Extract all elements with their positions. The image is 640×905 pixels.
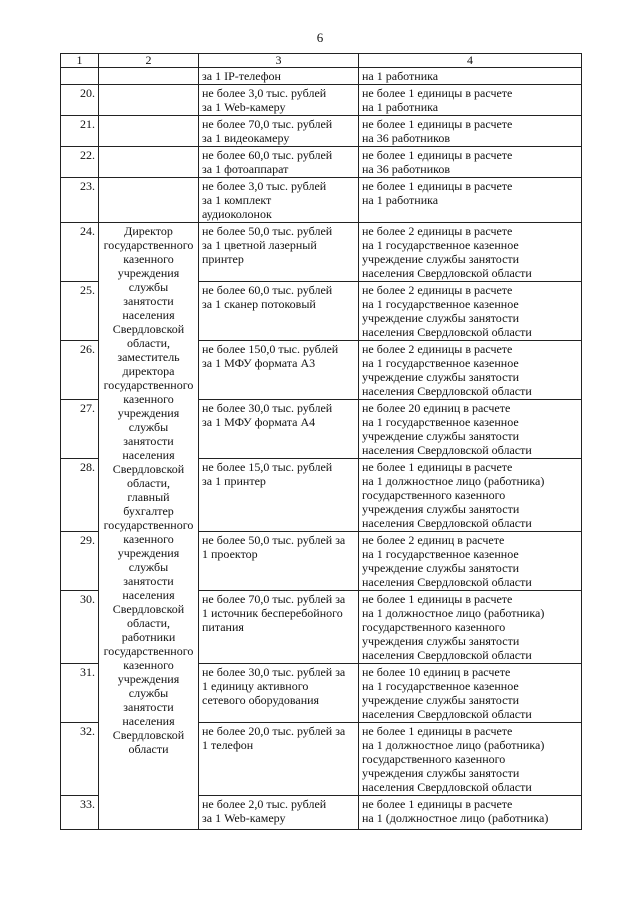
position-line: бухгалтер: [123, 504, 174, 518]
norm-line: на 1 (должностное лицо (работника): [362, 811, 549, 825]
position-line: Свердловской: [112, 462, 185, 476]
quantity-norm-cell: [359, 68, 582, 85]
norm-line: не более 2 единиц в расчете: [362, 533, 505, 547]
price-line: 1 телефон: [202, 738, 254, 752]
position-line: службы: [128, 560, 169, 574]
table-header-row: [61, 54, 582, 68]
norm-line: государственного казенного: [362, 488, 506, 502]
norm-line: учреждения службы занятости: [362, 634, 520, 648]
norm-line: учреждения службы занятости: [362, 502, 520, 516]
price-line: за 1 Web-камеру: [202, 811, 286, 825]
position-line: населения: [122, 714, 175, 728]
position-line: области,: [126, 476, 171, 490]
norm-line: населения Свердловской области: [362, 648, 532, 662]
price-line: питания: [202, 620, 244, 634]
position-line: области,: [126, 336, 171, 350]
item-number-cell: 26.: [61, 341, 99, 400]
position-cell-empty: [99, 178, 199, 223]
position-cell-empty: [99, 68, 199, 85]
price-limit-cell: [199, 664, 359, 723]
norm-line: не более 1 единицы в расчете: [362, 460, 513, 474]
quantity-norm-cell: [359, 178, 582, 223]
price-line: за 1 сканер потоковый: [202, 297, 316, 311]
position-line: государственного: [103, 644, 194, 658]
position-line: Директор: [124, 224, 173, 238]
header-cell: 4: [359, 54, 582, 68]
position-line: службы: [128, 420, 169, 434]
price-limit-cell: [199, 85, 359, 116]
norm-line: на 1 должностное лицо (работника): [362, 474, 545, 488]
norm-line: населения Свердловской области: [362, 384, 532, 398]
norm-line: государственного казенного: [362, 752, 506, 766]
position-line: учреждения: [117, 266, 180, 280]
item-number-cell: 33.: [61, 796, 99, 830]
price-limit-cell: [199, 796, 359, 830]
price-line: за 1 цветной лазерный: [202, 238, 317, 252]
item-number-cell: 24.: [61, 223, 99, 282]
quantity-norm-cell: [359, 341, 582, 400]
price-line: не более 3,0 тыс. рублей: [202, 86, 327, 100]
position-line: занятости: [123, 434, 174, 448]
norm-line: на 1 государственное казенное: [362, 297, 519, 311]
price-limit-cell: [199, 178, 359, 223]
position-line: казенного: [123, 252, 174, 266]
norm-line: не более 2 единицы в расчете: [362, 224, 513, 238]
price-limit-cell: [199, 723, 359, 796]
item-number-cell: [61, 68, 99, 85]
norm-line: на 1 работника: [362, 193, 439, 207]
norm-line: учреждение службы занятости: [362, 370, 520, 384]
norm-line: государственного казенного: [362, 620, 506, 634]
quantity-norm-cell: [359, 223, 582, 282]
item-number-cell: 28.: [61, 459, 99, 532]
norm-line: на 1 работника: [362, 69, 439, 83]
position-line: службы: [128, 686, 169, 700]
position-line: учреждения: [117, 546, 180, 560]
price-limit-cell: [199, 147, 359, 178]
norm-line: не более 1 единицы в расчете: [362, 117, 513, 131]
item-number-cell: 23.: [61, 178, 99, 223]
price-limit-cell: [199, 282, 359, 341]
quantity-norm-cell: [359, 85, 582, 116]
norm-line: не более 1 единицы в расчете: [362, 179, 513, 193]
price-line: не более 70,0 тыс. рублей за: [202, 592, 346, 606]
equipment-norms-table: [60, 53, 582, 830]
norm-line: на 1 государственное казенное: [362, 356, 519, 370]
position-line: службы: [128, 280, 169, 294]
position-line: учреждения: [117, 672, 180, 686]
norm-line: не более 1 единицы в расчете: [362, 148, 513, 162]
position-line: занятости: [123, 700, 174, 714]
price-line: не более 20,0 тыс. рублей за: [202, 724, 346, 738]
item-number-cell: 29.: [61, 532, 99, 591]
table-row: [61, 85, 582, 116]
header-cell: 2: [99, 54, 199, 68]
position-line: населения: [122, 308, 175, 322]
price-limit-cell: [199, 459, 359, 532]
price-line: не более 50,0 тыс. рублей за: [202, 533, 346, 547]
price-line: не более 70,0 тыс. рублей: [202, 117, 333, 131]
item-number-cell: 25.: [61, 282, 99, 341]
norm-line: учреждение службы занятости: [362, 311, 520, 325]
price-limit-cell: [199, 223, 359, 282]
norm-line: на 1 государственное казенное: [362, 547, 519, 561]
price-line: за 1 фотоаппарат: [202, 162, 289, 176]
table-row: [61, 178, 582, 223]
position-line: Свердловской: [112, 602, 185, 616]
price-line: за 1 МФУ формата А4: [202, 415, 316, 429]
norm-line: учреждение службы занятости: [362, 693, 520, 707]
price-line: не более 50,0 тыс. рублей: [202, 224, 333, 238]
norm-line: не более 10 единиц в расчете: [362, 665, 511, 679]
quantity-norm-cell: [359, 116, 582, 147]
position-line: Свердловской: [112, 728, 185, 742]
position-line: казенного: [123, 392, 174, 406]
position-line: занятости: [123, 294, 174, 308]
position-cell: [99, 223, 199, 830]
norm-line: населения Свердловской области: [362, 443, 532, 457]
norm-line: на 36 работников: [362, 162, 450, 176]
position-line: главный: [127, 490, 170, 504]
position-cell-empty: [99, 116, 199, 147]
norm-line: на 1 работника: [362, 100, 439, 114]
price-line: аудиоколонок: [202, 207, 272, 221]
norm-line: учреждение службы занятости: [362, 429, 520, 443]
price-limit-cell: [199, 68, 359, 85]
quantity-norm-cell: [359, 664, 582, 723]
price-limit-cell: [199, 116, 359, 147]
norm-line: не более 1 единицы в расчете: [362, 724, 513, 738]
norm-line: на 1 должностное лицо (работника): [362, 738, 545, 752]
price-line: за 1 IP-телефон: [202, 69, 281, 83]
price-limit-cell: [199, 341, 359, 400]
item-number-cell: 30.: [61, 591, 99, 664]
norm-line: на 1 государственное казенное: [362, 415, 519, 429]
item-number-cell: 27.: [61, 400, 99, 459]
quantity-norm-cell: [359, 796, 582, 830]
position-line: области,: [126, 616, 171, 630]
norm-line: населения Свердловской области: [362, 575, 532, 589]
table-row: [61, 147, 582, 178]
position-line: государственного: [103, 238, 194, 252]
norm-line: на 1 должностное лицо (работника): [362, 606, 545, 620]
position-line: директора: [122, 364, 175, 378]
price-line: не более 60,0 тыс. рублей: [202, 283, 333, 297]
norm-line: населения Свердловской области: [362, 266, 532, 280]
quantity-norm-cell: [359, 459, 582, 532]
position-line: казенного: [123, 532, 174, 546]
norm-line: на 1 государственное казенное: [362, 238, 519, 252]
position-line: занятости: [123, 574, 174, 588]
price-line: не более 150,0 тыс. рублей: [202, 342, 339, 356]
norm-line: на 36 работников: [362, 131, 450, 145]
quantity-norm-cell: [359, 723, 582, 796]
price-line: принтер: [202, 252, 244, 266]
norm-line: не более 20 единиц в расчете: [362, 401, 511, 415]
item-number-cell: 20.: [61, 85, 99, 116]
table-row: [61, 116, 582, 147]
position-line: государственного: [103, 518, 194, 532]
quantity-norm-cell: [359, 147, 582, 178]
price-limit-cell: [199, 591, 359, 664]
header-cell: 1: [61, 54, 99, 68]
price-line: сетевого оборудования: [202, 693, 320, 707]
price-line: не более 15,0 тыс. рублей: [202, 460, 333, 474]
item-number-cell: 32.: [61, 723, 99, 796]
item-number-cell: 22.: [61, 147, 99, 178]
position-line: населения: [122, 448, 175, 462]
norm-line: населения Свердловской области: [362, 780, 532, 794]
position-line: учреждения: [117, 406, 180, 420]
norm-line: не более 1 единицы в расчете: [362, 592, 513, 606]
price-line: не более 3,0 тыс. рублей: [202, 179, 327, 193]
quantity-norm-cell: [359, 400, 582, 459]
position-line: казенного: [123, 658, 174, 672]
norm-line: не более 2 единицы в расчете: [362, 342, 513, 356]
price-line: не более 2,0 тыс. рублей: [202, 797, 327, 811]
price-line: не более 30,0 тыс. рублей: [202, 401, 333, 415]
position-line: населения: [122, 588, 175, 602]
position-line: области: [128, 742, 169, 756]
position-line: заместитель: [117, 350, 180, 364]
quantity-norm-cell: [359, 282, 582, 341]
price-line: 1 проектор: [202, 547, 258, 561]
norm-line: населения Свердловской области: [362, 325, 532, 339]
norm-line: на 1 государственное казенное: [362, 679, 519, 693]
price-line: 1 единицу активного: [202, 679, 309, 693]
position-line: работники: [121, 630, 176, 644]
price-line: не более 60,0 тыс. рублей: [202, 148, 333, 162]
position-cell-empty: [99, 85, 199, 116]
price-limit-cell: [199, 532, 359, 591]
table-row: [61, 68, 582, 85]
norm-line: учреждения службы занятости: [362, 766, 520, 780]
price-line: за 1 принтер: [202, 474, 266, 488]
norm-line: населения Свердловской области: [362, 516, 532, 530]
header-cell: 3: [199, 54, 359, 68]
price-line: 1 источник бесперебойного: [202, 606, 343, 620]
quantity-norm-cell: [359, 532, 582, 591]
price-line: за 1 комплект: [202, 193, 272, 207]
price-limit-cell: [199, 400, 359, 459]
position-line: государственного: [103, 378, 194, 392]
norm-line: не более 1 единицы в расчете: [362, 86, 513, 100]
norm-line: учреждение службы занятости: [362, 252, 520, 266]
page-number: 6: [316, 30, 324, 45]
position-cell-empty: [99, 147, 199, 178]
price-line: за 1 Web-камеру: [202, 100, 286, 114]
price-line: за 1 МФУ формата А3: [202, 356, 316, 370]
norm-line: не более 1 единицы в расчете: [362, 797, 513, 811]
price-line: за 1 видеокамеру: [202, 131, 290, 145]
table-row: [61, 223, 582, 282]
norm-line: учреждение службы занятости: [362, 561, 520, 575]
item-number-cell: 31.: [61, 664, 99, 723]
position-line: Свердловской: [112, 322, 185, 336]
item-number-cell: 21.: [61, 116, 99, 147]
norm-line: не более 2 единицы в расчете: [362, 283, 513, 297]
norm-line: населения Свердловской области: [362, 707, 532, 721]
quantity-norm-cell: [359, 591, 582, 664]
price-line: не более 30,0 тыс. рублей за: [202, 665, 346, 679]
